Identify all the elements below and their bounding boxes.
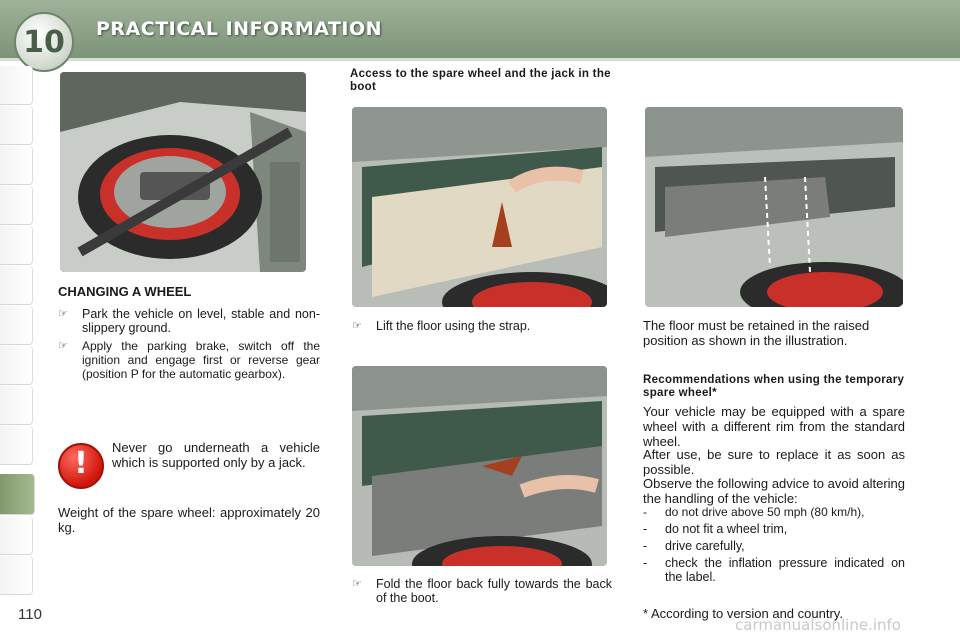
header-divider bbox=[0, 58, 960, 61]
list-item: - check the inflation pressure indicated on the label. bbox=[643, 556, 905, 584]
chapter-tab-10[interactable] bbox=[0, 426, 33, 465]
pointing-hand-icon: ☞ bbox=[352, 320, 362, 332]
chapter-tab-12[interactable] bbox=[0, 516, 33, 555]
chapter-tab-2[interactable] bbox=[0, 106, 33, 145]
advice-text: check the inflation pressure indicated on the label. bbox=[665, 556, 905, 584]
bullet-text: Apply the parking brake, switch off the ignition and engage first or reverse gear (position P for the automatic gearbox). bbox=[82, 339, 320, 381]
watermark: carmanualsonline.info bbox=[735, 616, 901, 634]
chapter-tab-1[interactable] bbox=[0, 66, 33, 105]
chapter-tab-4[interactable] bbox=[0, 186, 33, 225]
fold-floor-photo bbox=[352, 366, 607, 566]
pointing-hand-icon: ☞ bbox=[352, 578, 362, 590]
step-text: Lift the floor using the strap. bbox=[376, 319, 531, 333]
advice-text: do not drive above 50 mph (80 km/h), bbox=[665, 505, 865, 519]
chapter-tab-7[interactable] bbox=[0, 306, 33, 345]
list-item bbox=[58, 307, 320, 335]
recommendation-paragraph: Your vehicle may be equipped with a spare wheel with a different rim from the standard wheel. bbox=[643, 404, 905, 449]
chapter-tab-6[interactable] bbox=[0, 266, 33, 305]
pointing-hand-icon: ☞ bbox=[58, 340, 68, 352]
chapter-tab-8[interactable] bbox=[0, 346, 33, 385]
page-number: 110 bbox=[18, 606, 42, 623]
recommendation-paragraph: After use, be sure to replace it as soon as possible. bbox=[643, 447, 905, 477]
list-item: - do not fit a wheel trim, bbox=[643, 522, 905, 536]
exclamation-warning-icon: ! bbox=[58, 443, 104, 489]
page-title: PRACTICAL INFORMATION bbox=[96, 18, 383, 40]
chapter-tab-5[interactable] bbox=[0, 226, 33, 265]
section-title-access: Access to the spare wheel and the jack in the boot bbox=[350, 68, 611, 93]
chapter-number: 10 bbox=[23, 24, 65, 60]
list-item bbox=[352, 577, 612, 605]
chapter-tab-active[interactable] bbox=[0, 474, 35, 515]
list-item bbox=[352, 319, 612, 333]
chapter-tab-13[interactable] bbox=[0, 556, 33, 595]
list-item bbox=[58, 339, 320, 381]
advice-text: do not fit a wheel trim, bbox=[665, 522, 788, 536]
section-title-recommendations: Recommendations when using the temporary spare wheel* bbox=[643, 374, 905, 399]
advice-text: drive carefully, bbox=[665, 539, 745, 553]
chapter-tab-9[interactable] bbox=[0, 386, 33, 425]
spare-wheel-photo bbox=[60, 72, 306, 272]
raised-floor-photo bbox=[645, 107, 903, 307]
lift-floor-photo bbox=[352, 107, 607, 307]
list-item: - do not drive above 50 mph (80 km/h), bbox=[643, 505, 905, 519]
raised-position-caption: The floor must be retained in the raised position as shown in the illustration. bbox=[643, 318, 870, 348]
warning-text: Never go underneath a vehicle which is supported only by a jack. bbox=[112, 440, 320, 470]
weight-note: Weight of the spare wheel: approximately 20 kg. bbox=[58, 505, 320, 535]
list-item: - drive carefully, bbox=[643, 539, 905, 553]
pointing-hand-icon: ☞ bbox=[58, 308, 68, 320]
step-text: Fold the floor back fully towards the back of the boot. bbox=[376, 577, 612, 605]
chapter-tab-3[interactable] bbox=[0, 146, 33, 185]
bullet-text: Park the vehicle on level, stable and non-slippery ground. bbox=[82, 307, 320, 335]
section-title-changing-wheel: CHANGING A WHEEL bbox=[58, 284, 192, 299]
chapter-badge bbox=[14, 12, 74, 72]
footnote: * According to version and country. bbox=[643, 606, 843, 621]
recommendation-paragraph: Observe the following advice to avoid altering the handling of the vehicle: bbox=[643, 476, 905, 506]
